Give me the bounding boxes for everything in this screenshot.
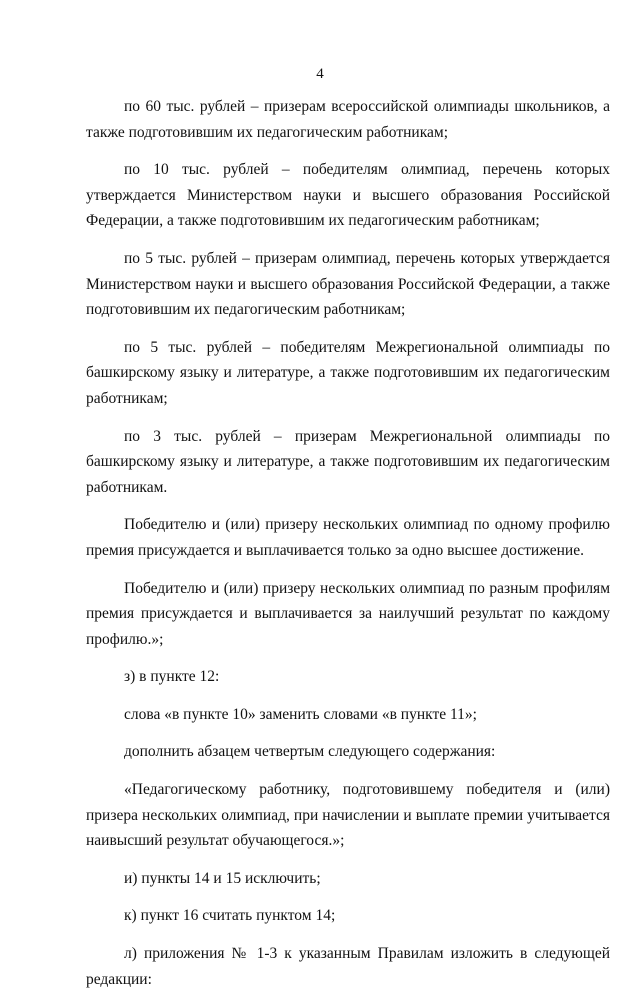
paragraph-5: по 3 тыс. рублей – призерам Межрегиональной олимпиады по башкирскому языку и литературе, а также подготовившим их педагогическим работникам.: [86, 427, 610, 496]
paragraph-13: к) пункт 16 считать пунктом 14;: [124, 907, 336, 925]
paragraph-8: з) в пункте 12:: [124, 668, 220, 686]
paragraph-7: Победителю и (или) призеру нескольких олимпиад по разным профилям премия присуждается и выплачивается за наилучший результат по каждому профилю.»;: [86, 579, 610, 648]
paragraph-2: по 10 тыс. рублей – победителям олимпиад, перечень которых утверждается Министерством науки и высшего образования Российской Федерации, а также подготовившим их педагогическим работникам;: [86, 161, 610, 230]
paragraph-9: слова «в пункте 10» заменить словами «в пункте 11»;: [124, 705, 477, 723]
paragraph-14: л) приложения № 1-3 к указанным Правилам изложить в следующей редакции:: [86, 945, 610, 988]
paragraph-6: Победителю и (или) призеру нескольких олимпиад по одному профилю премия присуждается и выплачивается только за одно высшее достижение.: [86, 516, 610, 559]
page-number: 4: [316, 66, 324, 82]
paragraph-10: дополнить абзацем четвертым следующего содержания:: [124, 743, 496, 761]
paragraph-4: по 5 тыс. рублей – победителям Межрегиональной олимпиады по башкирскому языку и литературе, а также подготовившим их педагогическим работникам;: [86, 338, 610, 407]
paragraph-3: по 5 тыс. рублей – призерам олимпиад, перечень которых утверждается Министерством науки и высшего образования Российской Федерации, а также подготовившим их педагогическим работникам;: [86, 249, 610, 319]
paragraph-12: и) пункты 14 и 15 исключить;: [124, 869, 321, 887]
paragraph-1: по 60 тыс. рублей – призерам всероссийской олимпиады школьников, а также подготовившим их педагогическим работникам;: [86, 98, 610, 141]
paragraph-11: «Педагогическому работнику, подготовившему победителя и (или) призера нескольких олимпиад, при начислении и выплате премии учитывается наивысший результат обучающегося.»;: [86, 781, 610, 850]
document-body: [86, 94, 610, 992]
